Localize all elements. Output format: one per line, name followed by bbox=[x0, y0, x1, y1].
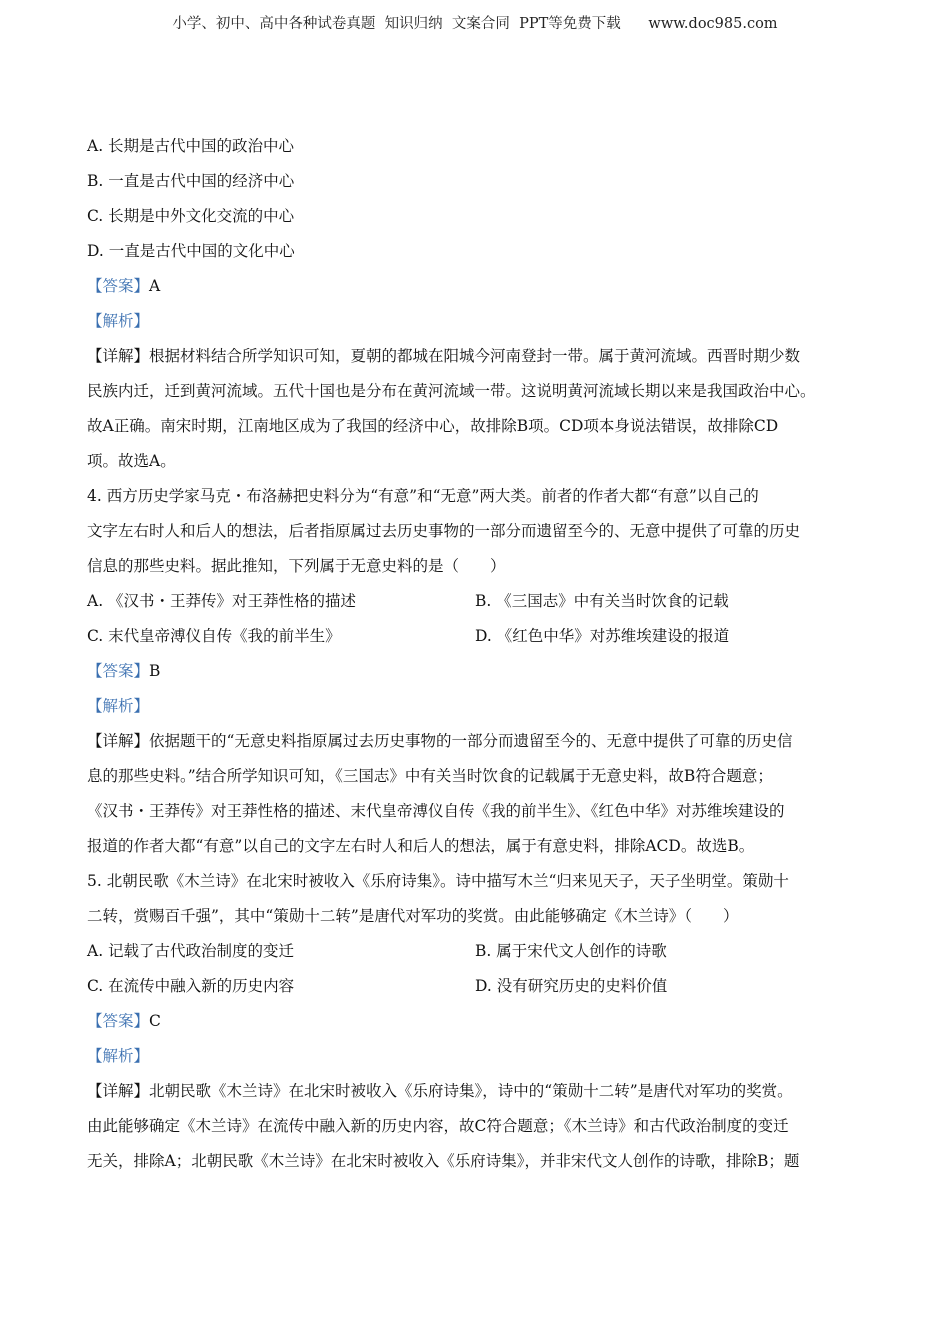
option-d: D. 没有研究历史的史料价值 bbox=[475, 977, 668, 995]
option-a: A. 记载了古代政治制度的变迁 bbox=[87, 942, 295, 960]
detail-text: 依据题干的“无意史料指原属过去历史事物的一部分而遗留至今的、无意中提供了可靠的历史信 bbox=[149, 732, 793, 750]
answer-tag: 【答案】 bbox=[87, 662, 150, 680]
answer-tag: 【答案】 bbox=[87, 1012, 150, 1030]
detail-text: 息的那些史料。”结合所学知识可知，《三国志》中有关当时饮食的记载属于无意史料，故B符合题意； bbox=[87, 767, 773, 785]
detail-line bbox=[87, 727, 877, 762]
detail-line bbox=[87, 1077, 877, 1112]
question-stem: 二转，赏赐百千强”，其中“策勋十二转”是唐代对军功的奖赏。由此能够确定《木兰诗》（ ） bbox=[87, 907, 739, 925]
detail-line bbox=[87, 342, 877, 377]
question-stem: 文字左右时人和后人的想法，后者指原属过去历史事物的一部分而遗留至今的、无意中提供了可靠的历史 bbox=[87, 522, 801, 540]
detail-text: 《汉书・王莽传》对王莽性格的描述、末代皇帝溥仪自传《我的前半生》、《红色中华》对苏维埃建设的 bbox=[87, 802, 785, 820]
option-c: C. 末代皇帝溥仪自传《我的前半生》 bbox=[87, 627, 341, 645]
analysis-tag: 【解析】 bbox=[87, 1047, 150, 1065]
detail-text: 无关，排除A；北朝民歌《木兰诗》在北宋时被收入《乐府诗集》，并非宋代文人创作的诗歌，排除B；题 bbox=[87, 1152, 800, 1170]
answer-line bbox=[87, 657, 877, 692]
answer-line bbox=[87, 1007, 877, 1042]
analysis-tag: 【解析】 bbox=[87, 697, 150, 715]
question-stem: 4. 西方历史学家马克・布洛赫把史料分为“有意”和“无意”两大类。前者的作者大都“有意”以自己的 bbox=[87, 487, 759, 505]
detail-text: 根据材料结合所学知识可知，夏朝的都城在阳城今河南登封一带。属于黄河流域。西晋时期少数 bbox=[149, 347, 801, 365]
question-stem: 信息的那些史料。据此推知，下列属于无意史料的是（ ） bbox=[87, 557, 506, 575]
option-row bbox=[87, 587, 877, 622]
option-b: B. 一直是古代中国的经济中心 bbox=[87, 172, 295, 190]
answer-line bbox=[87, 272, 877, 307]
detail-text: 北朝民歌《木兰诗》在北宋时被收入《乐府诗集》，诗中的“策勋十二转”是唐代对军功的奖赏。 bbox=[149, 1082, 793, 1100]
option-row bbox=[87, 937, 877, 972]
document-body bbox=[87, 132, 877, 1182]
answer-value: C bbox=[149, 1012, 161, 1030]
detail-tag: 【详解】 bbox=[87, 347, 150, 365]
detail-text: 由此能够确定《木兰诗》在流传中融入新的历史内容，故C符合题意；《木兰诗》和古代政治制度的变迁 bbox=[87, 1117, 789, 1135]
option-d: D. 一直是古代中国的文化中心 bbox=[87, 242, 295, 260]
detail-text: 民族内迁，迁到黄河流域。五代十国也是分布在黄河流域一带。这说明黄河流域长期以来是我国政治中心。 bbox=[87, 382, 816, 400]
option-row bbox=[87, 972, 877, 1007]
answer-tag: 【答案】 bbox=[87, 277, 150, 295]
detail-tag: 【详解】 bbox=[87, 1082, 150, 1100]
answer-value: A bbox=[149, 277, 161, 295]
analysis-tag: 【解析】 bbox=[87, 312, 150, 330]
option-c: C. 长期是中外文化交流的中心 bbox=[87, 207, 295, 225]
option-row bbox=[87, 622, 877, 657]
option-b: B. 属于宋代文人创作的诗歌 bbox=[475, 942, 667, 960]
question-stem: 5. 北朝民歌《木兰诗》在北宋时被收入《乐府诗集》。诗中描写木兰“归来见天子，天子坐明堂。策勋十 bbox=[87, 872, 789, 890]
site-header: 小学、初中、高中各种试卷真题 知识归纳 文案合同 PPT等免费下载 www.doc985.com bbox=[172, 16, 778, 32]
option-d: D. 《红色中华》对苏维埃建设的报道 bbox=[475, 627, 730, 645]
option-a: A. 长期是古代中国的政治中心 bbox=[87, 137, 295, 155]
option-c: C. 在流传中融入新的历史内容 bbox=[87, 977, 295, 995]
detail-text: 故A正确。南宋时期，江南地区成为了我国的经济中心，故排除B项。CD项本身说法错误，故排除CD bbox=[87, 417, 779, 435]
option-a: A. 《汉书・王莽传》对王莽性格的描述 bbox=[87, 592, 357, 610]
detail-tag: 【详解】 bbox=[87, 732, 150, 750]
detail-text: 报道的作者大都“有意”以自己的文字左右时人和后人的想法，属于有意史料，排除ACD。故选B。 bbox=[87, 837, 755, 855]
option-b: B. 《三国志》中有关当时饮食的记载 bbox=[475, 592, 729, 610]
answer-value: B bbox=[149, 662, 161, 680]
detail-text: 项。故选A。 bbox=[87, 452, 176, 470]
